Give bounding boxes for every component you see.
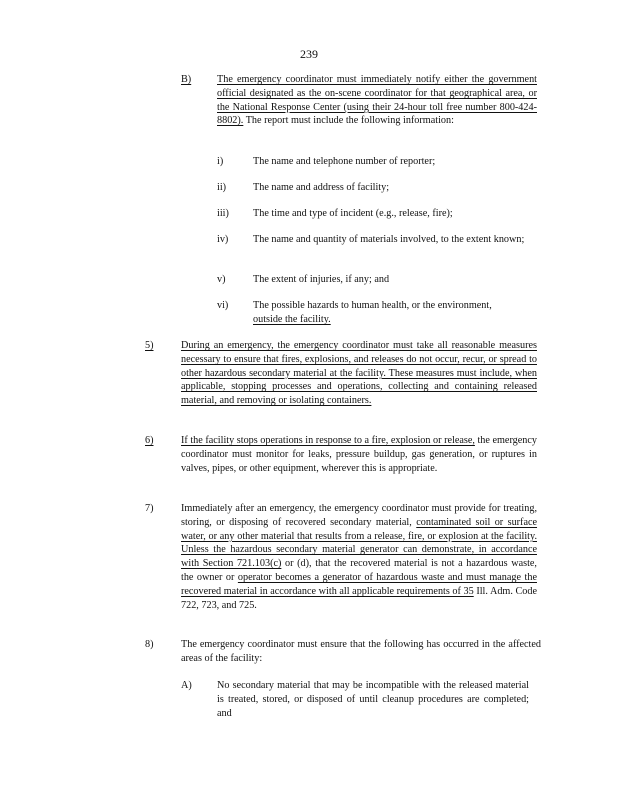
item-8-text: The emergency coordinator must ensure that the following has occurred in the affected areas of the facility: bbox=[181, 639, 541, 664]
item-7-plain-3: Ill. Adm. Code 722, 723, and 725. bbox=[181, 585, 537, 611]
item-7-plain-2: or (d), that the recovered material is not a hazardous waste, the owner or bbox=[181, 558, 537, 583]
subitem-text: The name and quantity of materials involved, to the extent known; bbox=[253, 234, 525, 245]
subitem-text: The name and telephone number of reporter; bbox=[253, 156, 436, 167]
subitem-marker: ii) bbox=[217, 182, 227, 193]
item-8a-text: No secondary material that may be incompatible with the released material is treated, stored, or disposed of until cleanup procedures are completed; and bbox=[217, 680, 529, 719]
item-6-plain: the emergency coordinator must monitor for leaks, pressure buildup, gas generation, or ruptures in valves, pipes, or other equipment, wherever this is appropriate. bbox=[181, 435, 537, 474]
subitem-text: The name and address of facility; bbox=[253, 182, 390, 193]
item-6-text bbox=[181, 434, 537, 475]
subitem-vi-underlined: outside the facility. bbox=[253, 313, 331, 325]
item-6-underlined: If the facility stops operations in response to a fire, explosion or release, bbox=[181, 435, 475, 446]
item-7-marker: 7) bbox=[145, 503, 154, 514]
item-b-plain: The report must include the following information: bbox=[243, 115, 454, 127]
page-number: 239 bbox=[300, 47, 318, 61]
subitem-marker: i) bbox=[217, 156, 224, 167]
item-b-text bbox=[217, 73, 537, 128]
item-7-underlined-2: operator becomes a generator of hazardous waste and must manage the recovered material in accordance with all applicable requirements of 35 bbox=[181, 571, 537, 597]
item-7-text bbox=[181, 502, 537, 612]
item-5-text: During an emergency, the emergency coordinator must take all reasonable measures necessary to ensure that fires, explosions, and releases do not occur, recur, or spread to other hazardous secondary material at the facility. These measures must include, when applicable, stopping processes and operations, collecting and containing released material, and removing or isolating containers. bbox=[181, 340, 537, 407]
subitem-text: The extent of injuries, if any; and bbox=[253, 274, 390, 285]
item-b-marker: B) bbox=[181, 74, 192, 85]
subitem-vi-plain: The possible hazards to human health, or the environment, bbox=[253, 300, 492, 311]
subitem-marker: v) bbox=[217, 274, 226, 285]
subitem-marker: iv) bbox=[217, 234, 229, 245]
item-6-marker: 6) bbox=[145, 435, 154, 446]
item-7-plain: Immediately after an emergency, the emergency coordinator must provide for treating, storing, or disposing of recovered secondary material, bbox=[181, 503, 537, 528]
item-7-underlined: contaminated soil or surface water, or any other material that results from a release, fire, or explosion at the facility. Unless the hazardous secondary material generator can demonstrate, in accordance with Section 721.103(c) bbox=[181, 516, 538, 570]
subitem-text bbox=[253, 299, 533, 327]
subitem-text: The time and type of incident (e.g., release, fire); bbox=[253, 208, 453, 219]
subitem-marker: vi) bbox=[217, 300, 229, 311]
item-8a-marker: A) bbox=[181, 680, 192, 691]
item-5-marker: 5) bbox=[145, 340, 154, 351]
item-8-marker: 8) bbox=[145, 639, 154, 650]
subitem-marker: iii) bbox=[217, 208, 229, 219]
item-b-underlined: The emergency coordinator must immediately notify either the government official designated as the on-scene coordinator for that geographical area, or the National Response Center (using their 24-hour toll free number 800-424-8802). bbox=[217, 74, 537, 127]
